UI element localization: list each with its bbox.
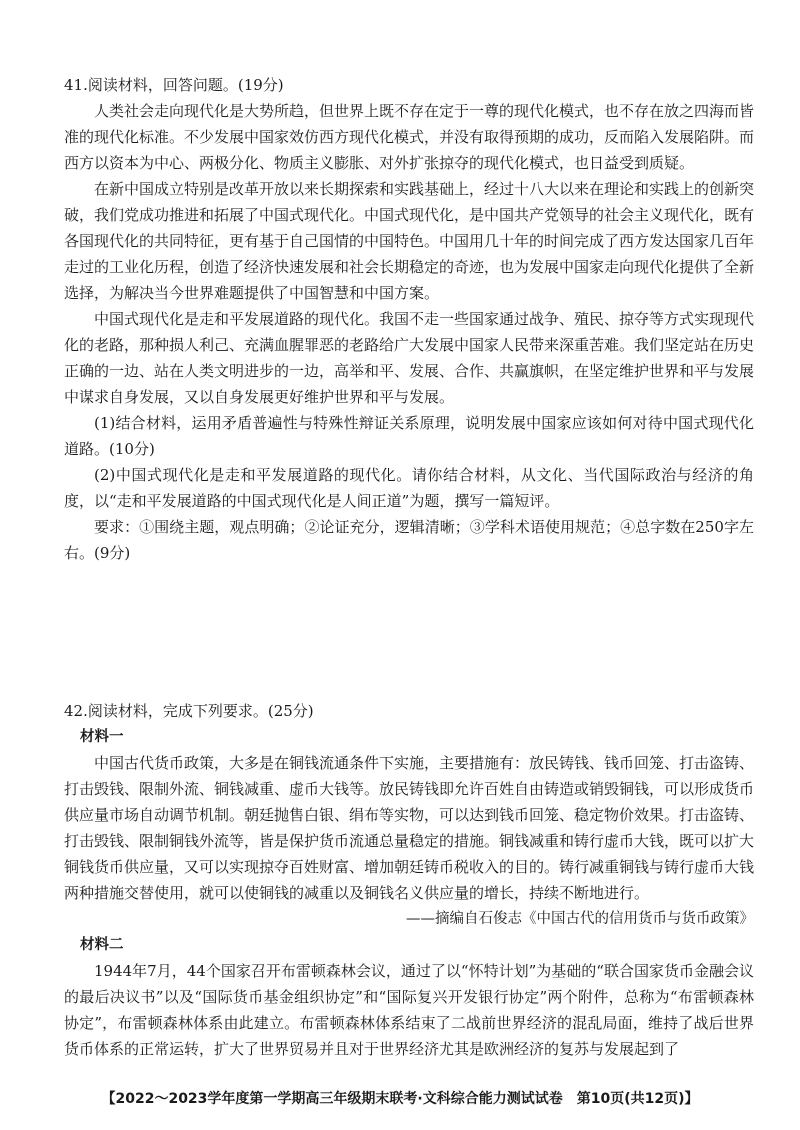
page-footer: 【2022～2023学年度第一学期高三年级期末联考·文科综合能力测试试卷 第10页(共12页)】 — [101, 1091, 699, 1107]
question-41-title: 41.阅读材料，回答问题。(19分) — [64, 76, 284, 94]
q41-requirement: 要求：①围绕主题，观点明确；②论证充分，逻辑清晰；③学科术语使用规范；④总字数在250字左右。(9分) — [64, 518, 754, 562]
question-42-title: 42.阅读材料，完成下列要求。(25分) — [64, 702, 314, 720]
material-2-text: 1944年7月，44个国家召开布雷顿森林会议，通过了以“怀特计划”为基础的“联合国家货币金融会议的最后决议书”以及“国际货币基金组织协定”和“国际复兴开发银行协定”两个附件，总称为“布雷顿森林协定”，布雷顿森林体系由此建立。布雷顿森林体系结束了二战前世界经济的混乱局面，维持了战后世界货币体系的正常运转，扩大了世界贸易并且对于世界经济尤其是欧洲经济的复苏与发展起到了 — [64, 962, 754, 1058]
question-42 — [64, 698, 754, 1062]
q41-paragraph-3: 中国式现代化是走和平发展道路的现代化。我国不走一些国家通过战争、殖民、掠夺等方式实现现代化的老路，那种损人利己、充满血腥罪恶的老路给广大发展中国家人民带来深重苦难。我们坚定站在历史正确的一边、站在人类文明进步的一边，高举和平、发展、合作、共赢旗帜，在坚定维护世界和平与发展中谋求自身发展，又以自身发展更好维护世界和平与发展。 — [64, 310, 755, 406]
material-1-source: ——摘编自石俊志《中国古代的信用货币与货币政策》 — [406, 911, 754, 927]
q41-paragraph-2: 在新中国成立特别是改革开放以来长期探索和实践基础上，经过十八大以来在理论和实践上的创新突破，我们党成功推进和拓展了中国式现代化。中国式现代化，是中国共产党领导的社会主义现代化，既有各国现代化的共同特征，更有基于自己国情的中国特色。中国用几十年的时间完成了西方发达国家几百年走过的工业化历程，创造了经济快速发展和社会长期稳定的奇迹，也为发展中国家走向现代化提供了全新选择，为解决当今世界难题提供了中国智慧和中国方案。 — [64, 180, 755, 302]
question-41 — [64, 72, 754, 566]
material-1-text: 中国古代货币政策，大多是在铜钱流通条件下实施，主要措施有：放民铸钱、钱币回笼、打击盗铸、打击毁钱、限制外流、铜钱减重、虚币大钱等。放民铸钱即允许百姓自由铸造或销毁铜钱，可以形成货币供应量市场自动调节机制。朝廷抛售白银、绢布等实物，可以达到钱币回笼、稳定物价效果。打击盗铸、打击毁钱、限制铜钱外流等，皆是保护货币流通总量稳定的措施。铜钱减重和铸行虚币大钱，既可以扩大铜钱货币供应量，又可以实现掠夺百姓财富、增加朝廷铸币税收入的目的。铸行减重铜钱与铸行虚币大钱两种措施交替使用，就可以使铜钱的减重以及铜钱名义供应量的增长，持续不断地进行。 — [64, 754, 755, 902]
q41-subquestion-2: (2)中国式现代化是走和平发展道路的现代化。请你结合材料，从文化、当代国际政治与经济的角度，以“走和平发展道路的中国式现代化是人间正道”为题，撰写一篇短评。 — [64, 466, 754, 510]
q41-subquestion-1: (1)结合材料，运用矛盾普遍性与特殊性辩证关系原理，说明发展中国家应该如何对待中国式现代化道路。(10分) — [64, 414, 754, 458]
q41-paragraph-1: 人类社会走向现代化是大势所趋，但世界上既不存在定于一尊的现代化模式，也不存在放之四海而皆准的现代化标准。不少发展中国家效仿西方现代化模式，并没有取得预期的成功，反而陷入发展陷阱。而西方以资本为中心、两极分化、物质主义膨胀、对外扩张掠夺的现代化模式，也日益受到质疑。 — [64, 102, 755, 172]
material-1-label: 材料一 — [80, 729, 124, 745]
material-2-label: 材料二 — [80, 937, 124, 953]
